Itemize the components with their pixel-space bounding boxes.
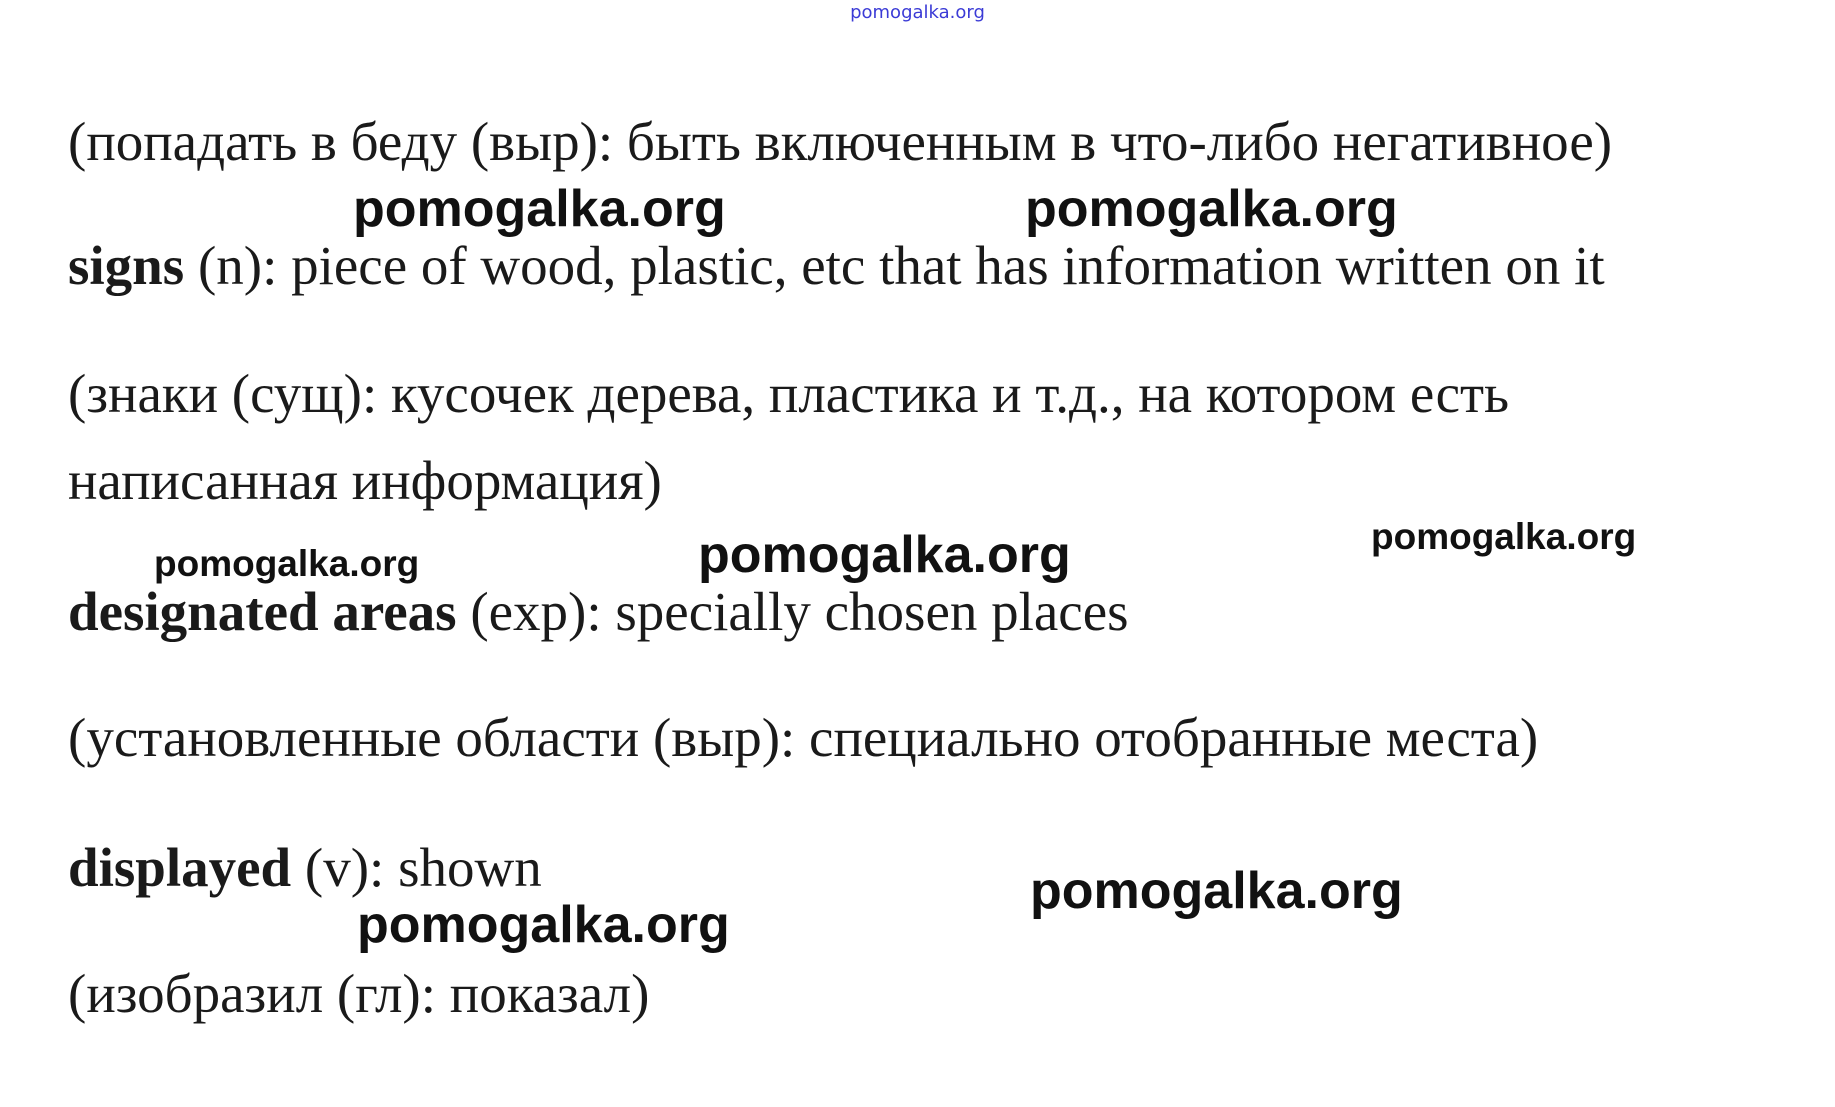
definition-signs: (n): piece of wood, plastic, etc that has information written on it [184, 235, 1605, 296]
watermark: pomogalka.org [357, 896, 730, 954]
translation-displayed: (изобразил (гл): показал) [68, 963, 650, 1024]
watermark: pomogalka.org [1025, 180, 1398, 238]
watermark: pomogalka.org [1030, 862, 1403, 920]
translation-designated-areas: (установленные области (выр): специально отобранные места) [68, 707, 1539, 768]
watermark: pomogalka.org [154, 543, 420, 584]
definition-designated-areas: (exp): specially chosen places [456, 581, 1129, 642]
watermark: pomogalka.org [1371, 516, 1637, 557]
entry-signs [68, 236, 1605, 296]
translation-line-1: (попадать в беду (выр): быть включенным в что-либо негативное) [68, 111, 1613, 172]
entry-displayed [68, 838, 542, 898]
header-watermark: pomogalka.org [850, 2, 985, 23]
entry-designated-areas [68, 582, 1129, 642]
term-signs: signs [68, 235, 185, 296]
term-displayed: displayed [68, 837, 292, 898]
definition-displayed: (v): shown [291, 837, 542, 898]
watermark: pomogalka.org [353, 180, 726, 238]
translation-signs-line-2: написанная информация) [68, 450, 662, 511]
watermark: pomogalka.org [698, 526, 1071, 584]
term-designated-areas: designated areas [68, 581, 457, 642]
translation-signs-line-1: (знаки (сущ): кусочек дерева, пластика и т.д., на котором есть [68, 363, 1510, 424]
